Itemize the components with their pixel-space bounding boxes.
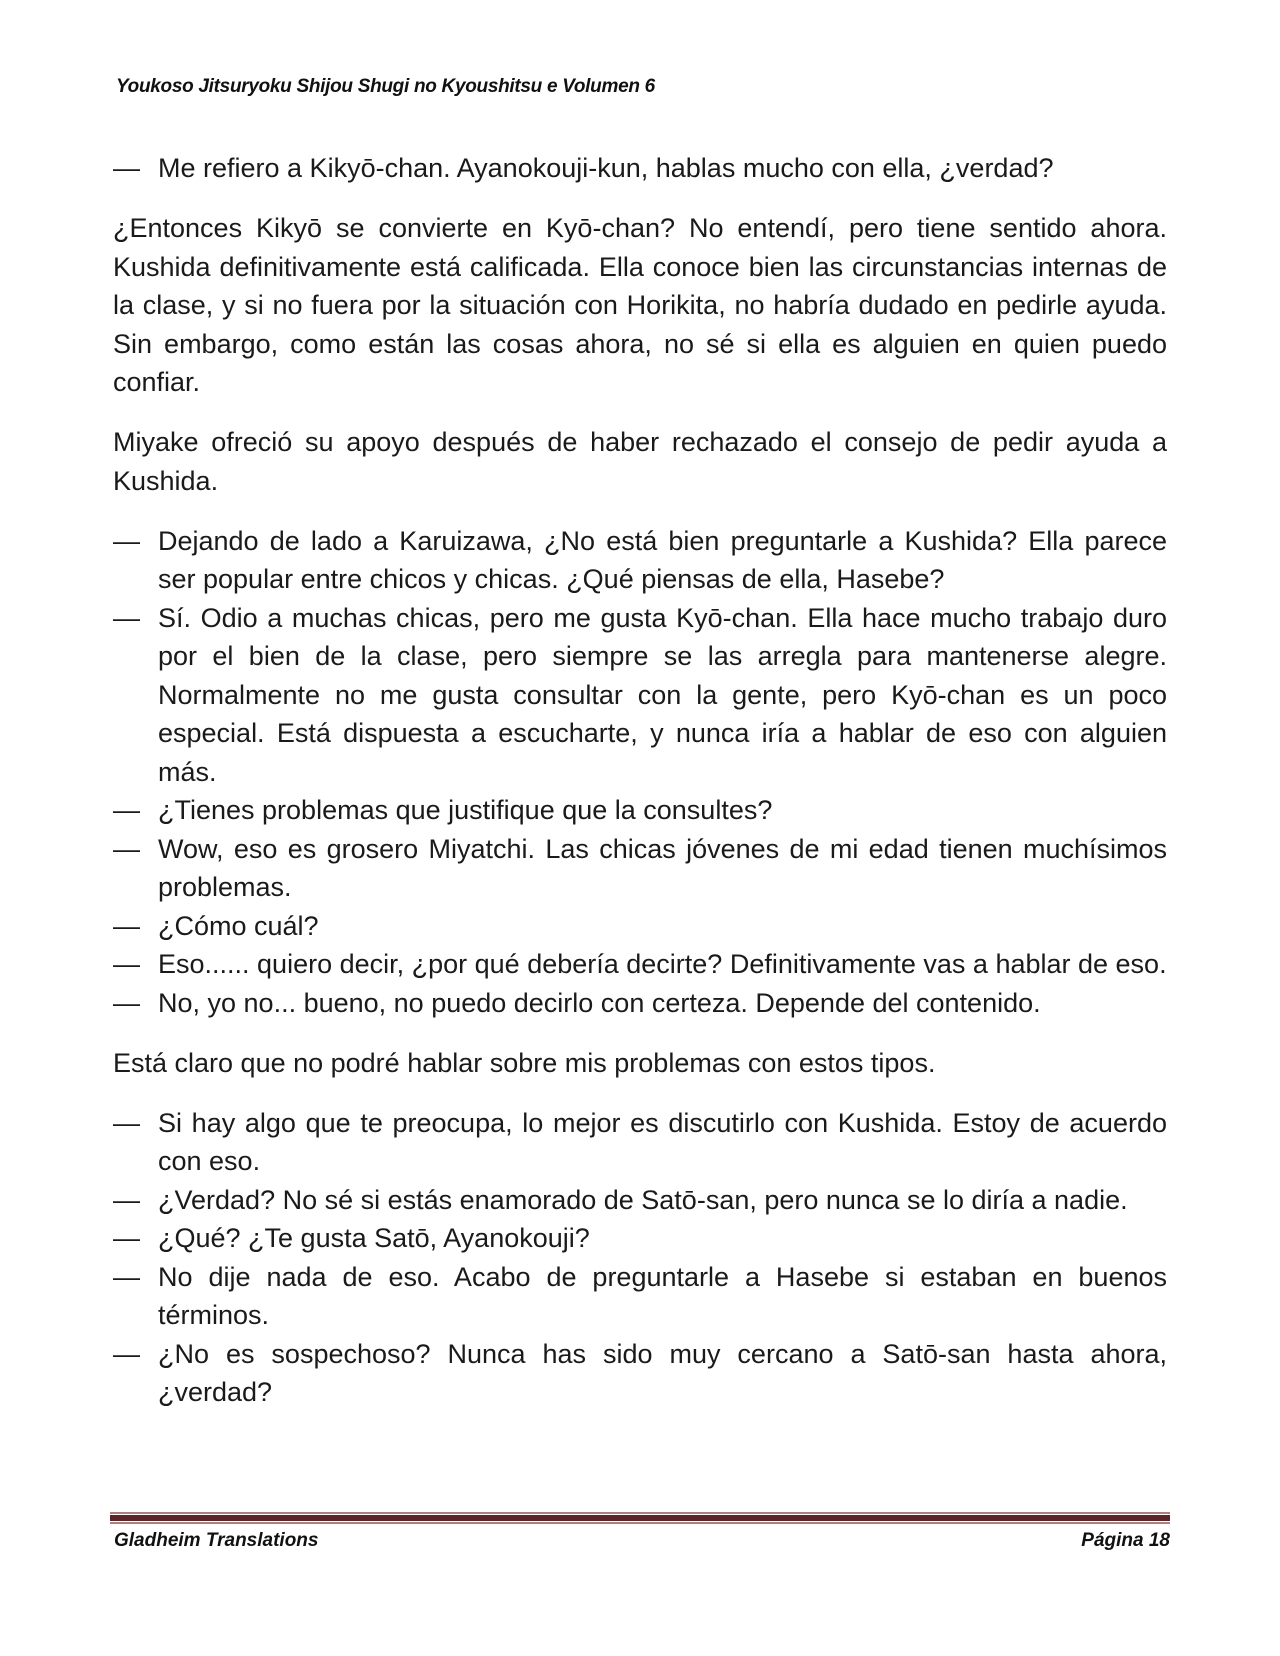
dialogue-text: Eso...... quiero decir, ¿por qué debería decirte? Definitivamente vas a hablar de eso. — [158, 949, 1167, 979]
dialogue-line — [113, 1104, 1167, 1181]
footer-divider-top — [110, 1512, 1170, 1514]
dialogue-dash: — — [113, 795, 140, 825]
dialogue-line — [113, 1258, 1167, 1335]
dialogue-line — [113, 791, 1167, 830]
footer-divider-bottom — [110, 1522, 1170, 1524]
dialogue-line — [113, 945, 1167, 984]
dialogue-dash: — — [113, 949, 140, 979]
dialogue-text: Wow, eso es grosero Miyatchi. Las chicas jóvenes de mi edad tienen muchísimos problemas. — [158, 833, 1167, 902]
footer-divider-main — [110, 1515, 1170, 1521]
narration-paragraph: Está claro que no podré hablar sobre mis problemas con estos tipos. — [113, 1047, 936, 1078]
dialogue-line — [113, 599, 1167, 792]
dialogue-line — [113, 984, 1167, 1023]
dialogue-text: ¿No es sospechoso? Nunca has sido muy cercano a Satō-san hasta ahora, ¿verdad? — [158, 1338, 1167, 1407]
dialogue-dash: — — [113, 1107, 140, 1138]
running-header: Youkoso Jitsuryoku Shijou Shugi no Kyoushitsu e Volumen 6 — [116, 76, 655, 97]
dialogue-line — [113, 1335, 1167, 1412]
dialogue-line — [113, 1181, 1167, 1220]
dialogue-dash: — — [113, 602, 140, 633]
dialogue-text: No dije nada de eso. Acabo de preguntarle a Hasebe si estaban en buenos términos. — [158, 1261, 1167, 1330]
dialogue-text: Dejando de lado a Karuizawa, ¿No está bien preguntarle a Kushida? Ella parece ser popular entre chicos y chicas. ¿Qué piensas de ella, Hasebe? — [158, 525, 1167, 594]
dialogue-text: ¿Qué? ¿Te gusta Satō, Ayanokouji? — [158, 1223, 590, 1253]
page-body — [113, 149, 1167, 1433]
narration-paragraph: Miyake ofreció su apoyo después de haber rechazado el consejo de pedir ayuda a Kushida. — [113, 427, 1167, 496]
dialogue-text: Me refiero a Kikyō-chan. Ayanokouji-kun, hablas mucho con ella, ¿verdad? — [158, 153, 1054, 183]
dialogue-dash: — — [113, 1184, 140, 1215]
dialogue-text: Sí. Odio a muchas chicas, pero me gusta Kyō-chan. Ella hace mucho trabajo duro por el bien de la clase, pero siempre se las arregla para mantenerse alegre. Normalmente no me gusta consultar con la gente, pero Kyō-chan es un poco especial. Está dispuesta a escucharte, y nunca iría a hablar de eso con alguien más. — [158, 602, 1167, 787]
footer-page-number: Página 18 — [1081, 1530, 1170, 1551]
dialogue-dash: — — [113, 910, 140, 941]
footer-divider — [110, 1512, 1170, 1524]
footer-translator: Gladheim Translations — [114, 1530, 319, 1551]
dialogue-dash: — — [113, 1338, 140, 1369]
dialogue-text: ¿Verdad? No sé si estás enamorado de Satō-san, pero nunca se lo diría a nadie. — [158, 1184, 1128, 1215]
dialogue-group — [113, 149, 1167, 188]
dialogue-line — [113, 907, 1167, 946]
dialogue-line — [113, 149, 1167, 188]
dialogue-dash: — — [113, 525, 140, 556]
dialogue-group — [113, 1104, 1167, 1412]
dialogue-text: Si hay algo que te preocupa, lo mejor es discutirlo con Kushida. Estoy de acuerdo con eso. — [158, 1107, 1167, 1176]
dialogue-dash: — — [113, 153, 140, 183]
dialogue-dash: — — [113, 987, 140, 1018]
dialogue-text: ¿Cómo cuál? — [158, 910, 319, 941]
dialogue-text: No, yo no... bueno, no puedo decirlo con certeza. Depende del contenido. — [158, 987, 1041, 1018]
dialogue-dash: — — [113, 1261, 140, 1292]
narration-paragraph: ¿Entonces Kikyō se convierte en Kyō-chan? No entendí, pero tiene sentido ahora. Kushida definitivamente está calificada. Ella conoce bien las circunstancias internas de la clase, y si no fuera por la situación con Horikita, no habría dudado en pedirle ayuda. Sin embargo, como están las cosas ahora, no sé si ella es alguien en quien puedo confiar. — [113, 213, 1167, 397]
dialogue-group — [113, 522, 1167, 1023]
dialogue-dash: — — [113, 1223, 140, 1253]
dialogue-line — [113, 1219, 1167, 1258]
dialogue-line — [113, 522, 1167, 599]
dialogue-line — [113, 830, 1167, 907]
dialogue-dash: — — [113, 833, 140, 864]
dialogue-text: ¿Tienes problemas que justifique que la consultes? — [158, 795, 773, 825]
